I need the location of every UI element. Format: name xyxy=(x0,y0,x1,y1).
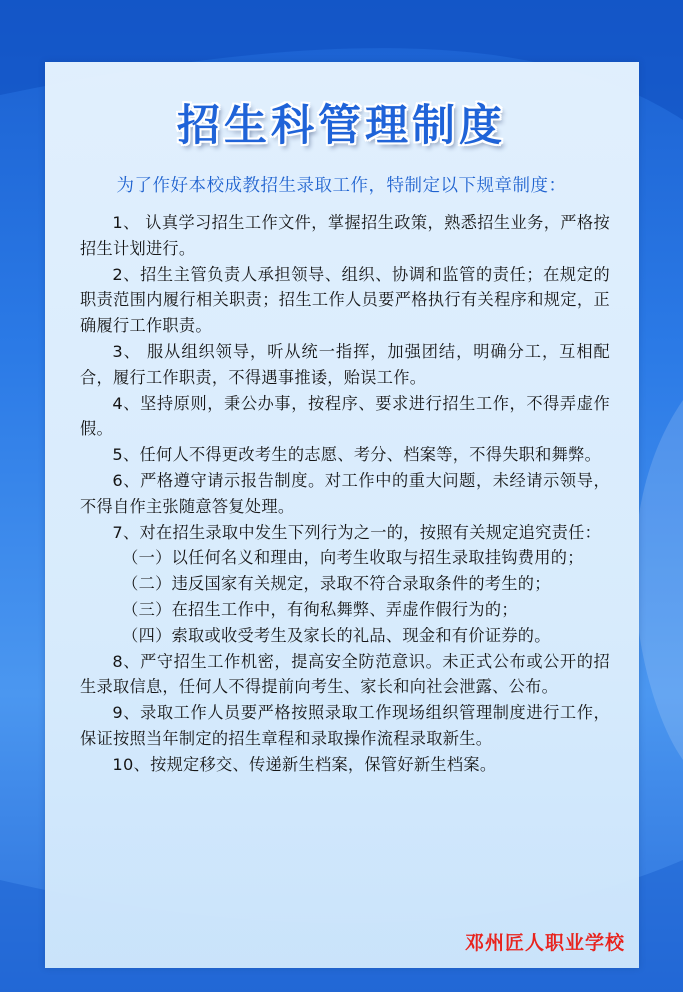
rule-subitem: （一）以任何名义和理由，向考生收取与招生录取挂钩费用的； xyxy=(122,548,584,568)
rule-item: 10、按规定移交、传递新生档案，保管好新生档案。 xyxy=(112,754,497,774)
rule-item: 6、严格遵守请示报告制度。对工作中的重大问题，未经请示领导，不得自作主张随意答复处理。 xyxy=(80,470,610,516)
rule-item: 9、录取工作人员要严格按照录取工作现场组织管理制度进行工作，保证按照当年制定的招生章程和录取操作流程录取新生。 xyxy=(80,703,610,748)
rule-subitem: （四）索取或收受考生及家长的礼品、现金和有价证券的。 xyxy=(122,625,551,645)
rule-item: 3、 服从组织领导，听从统一指挥，加强团结，明确分工，互相配合，履行工作职责，不得遇事推诿，贻误工作。 xyxy=(80,341,610,387)
rule-item: 4、坚持原则，秉公办事，按程序、要求进行招生工作，不得弄虚作假。 xyxy=(80,393,610,439)
page-title: 招生科管理制度 xyxy=(177,101,506,151)
rule-subitem: （二）违反国家有关规定，录取不符合录取条件的考生的； xyxy=(122,574,551,594)
rule-item: 7、对在招生录取中发生下列行为之一的，按照有关规定追究责任： xyxy=(112,522,602,542)
rule-item: 2、招生主管负责人承担领导、组织、协调和监管的责任；在规定的职责范围内履行相关职责；招生工作人员要严格执行有关程序和规定，正确履行工作职责。 xyxy=(80,264,610,336)
rule-subitem: （三）在招生工作中，有徇私舞弊、弄虚作假行为的； xyxy=(122,599,518,619)
school-name-footer: 邓州匠人职业学校 xyxy=(464,932,625,954)
rule-item: 8、严守招生工作机密，提高安全防范意识。未正式公布或公开的招生录取信息，任何人不得提前向考生、家长和向社会泄露、公布。 xyxy=(80,651,610,697)
rules-list xyxy=(80,210,610,778)
intro-subtitle: 为了作好本校成教招生录取工作，特制定以下规章制度： xyxy=(116,176,567,196)
rule-item: 5、任何人不得更改考生的志愿、考分、档案等，不得失职和舞弊。 xyxy=(112,445,602,465)
rule-item: 1、 认真学习招生工作文件，掌握招生政策，熟悉招生业务，严格按招生计划进行。 xyxy=(80,213,610,258)
